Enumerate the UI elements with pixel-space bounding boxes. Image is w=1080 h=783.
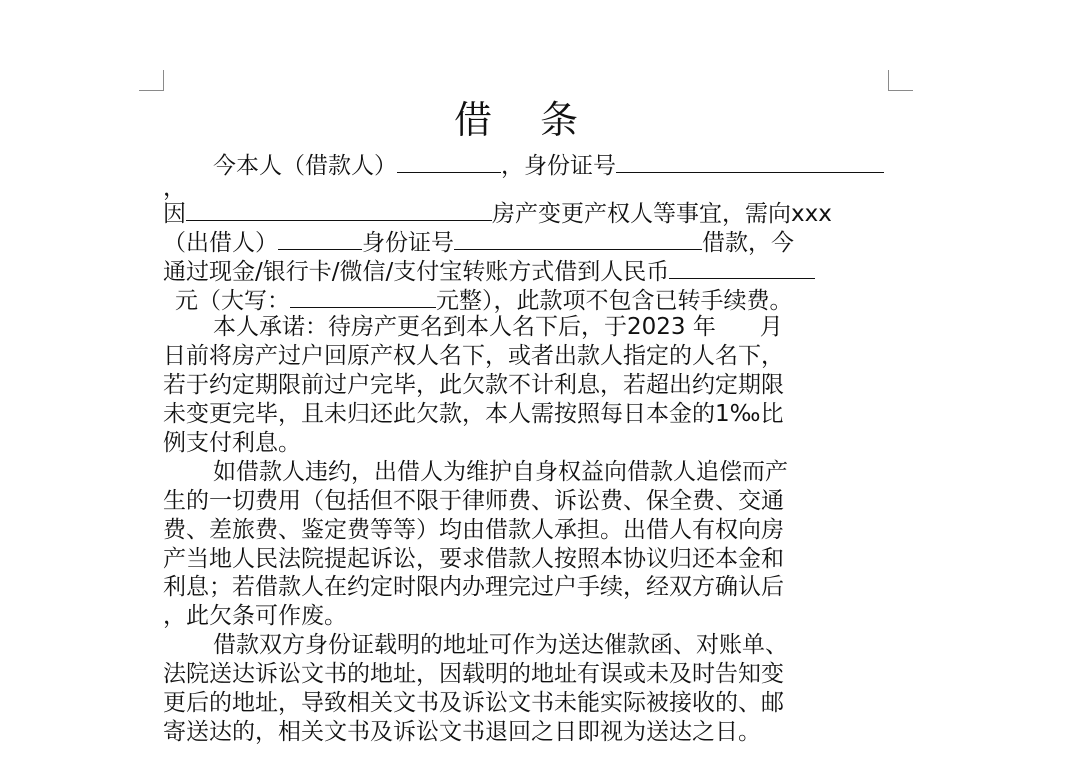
paragraph-3-line-3: 费、差旅费、鉴定费等等）均由借款人承担。出借人有权向房 [163,516,784,543]
paragraph-1-line-3 [163,198,923,227]
property-address-blank [186,198,492,221]
paragraph-2-line-4: 未变更完毕，且未归还此欠款，本人需按照每日本金的1‰比 [163,401,784,428]
borrower-label: 今本人（借款人） [213,153,397,179]
document-title: 借 条 [453,98,597,142]
paragraph-1-line-4 [163,227,923,256]
paragraph-3-line-6: ，此欠条可作废。 [163,603,347,630]
paragraph-2-line-5: 例支付利息。 [163,430,301,457]
paragraph-4-line-3: 更后的地址，导致相关文书及诉讼文书未能实际被接收的、邮 [163,690,784,717]
payment-method-text: 通过现金/银行卡/微信/支付宝转账方式借到人民币 [163,258,670,285]
paragraph-3-line-2: 生的一切费用（包括但不限于律师费、诉讼费、保全费、交通 [163,487,784,514]
paragraph-1-line-5 [163,256,923,285]
paragraph-3-line-4: 产当地人民法院提起诉讼，要求借款人按照本协议归还本金和 [163,545,784,572]
borrower-id-blank [616,150,884,173]
paragraph-4-line-4: 寄送达的，相关文书及诉讼文书退回之日即视为送达之日。 [163,718,761,745]
paragraph-2-line-1: 本人承诺：待房产更名到本人名下后，于2023 年 月 [213,314,783,341]
paragraph-1-line-6 [163,285,923,314]
lender-name-blank [278,227,362,250]
lender-id-blank [454,227,702,250]
reason-suffix: 房产变更产权人等事宜，需向xxx [492,200,832,227]
document-body [163,150,923,747]
borrower-name-blank [397,150,501,173]
amount-upper-blank [290,285,436,308]
top-left-margin-mark [139,70,164,91]
lender-id-label: 身份证号 [362,229,454,256]
reason-prefix: 因 [163,200,186,227]
top-right-margin-mark [888,70,913,91]
paragraph-1-line-2: ， [163,174,186,201]
amount-upper-suffix: 元整），此款项不包含已转手续费。 [436,287,793,314]
borrower-id-label: ，身份证号 [501,153,616,179]
amount-upper-label: 元（大写： [175,287,290,314]
loan-suffix: 借款，今 [702,229,794,256]
amount-blank [669,256,815,279]
lender-label: （出借人） [163,229,278,256]
paragraph-2-line-2: 日前将房产过户回原产权人名下，或者出款人指定的人名下， [163,343,784,370]
paragraph-1-line-1 [163,150,923,179]
paragraph-3-line-5: 利息；若借款人在约定时限内办理完过户手续，经双方确认后 [163,574,784,601]
paragraph-4-line-1: 借款双方身份证载明的地址可作为送达催款函、对账单、 [213,632,788,659]
paragraph-2-line-3: 若于约定期限前过户完毕，此欠款不计利息，若超出约定期限 [163,372,784,399]
paragraph-3-line-1: 如借款人违约，出借人为维护自身权益向借款人追偿而产 [213,458,788,485]
paragraph-4-line-2: 法院送达诉讼文书的地址，因载明的地址有误或未及时告知变 [163,661,784,688]
